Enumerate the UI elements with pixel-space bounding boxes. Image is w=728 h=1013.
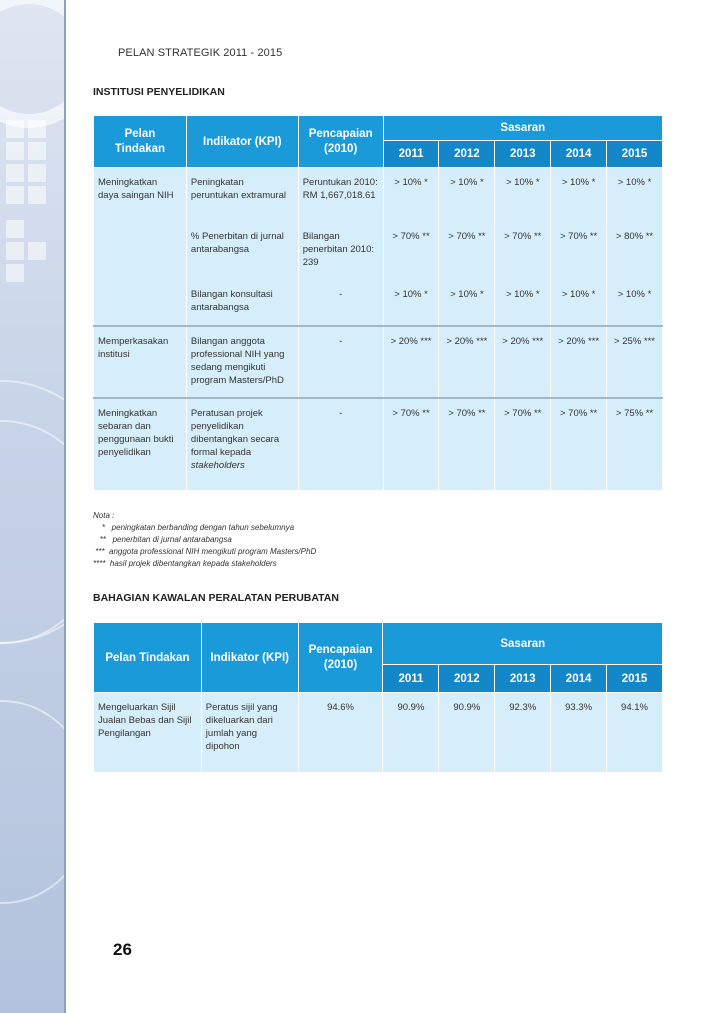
cell-pencapaian: - [298, 398, 383, 490]
note-line: *** anggota professional NIH mengikuti program Masters/PhD [93, 547, 317, 556]
cell-target: > 70% ** [551, 398, 607, 490]
cell-target: > 70% ** [383, 398, 439, 490]
col-head-year: 2011 [383, 665, 439, 693]
cell-target: > 20% *** [383, 326, 439, 398]
section-title-institusi: INSTITUSI PENYELIDIKAN [93, 86, 225, 98]
col-head-year: 2012 [439, 141, 495, 168]
cell-pencapaian: Peruntukan 2010: RM 1,667,018.61 [298, 168, 383, 222]
tile-decoration [6, 186, 24, 204]
cell-target: > 10% * [383, 280, 439, 326]
col-head-sasaran: Sasaran [383, 116, 662, 141]
col-head-year: 2014 [551, 141, 607, 168]
col-head-year: 2013 [495, 665, 551, 693]
tile-decoration [6, 242, 24, 260]
col-head-year: 2015 [607, 141, 663, 168]
cell-target: > 10% * [607, 168, 663, 222]
tile-decoration [28, 164, 46, 182]
cell-pelan: Meningkatkan daya saingan NIH [94, 168, 187, 222]
col-head-year: 2011 [383, 141, 439, 168]
cell-target: 94.1% [607, 693, 663, 772]
cell-target: 93.3% [551, 693, 607, 772]
page-number: 26 [113, 940, 132, 959]
cell-target: > 10% * [551, 280, 607, 326]
cell-pelan: Meningkatkan sebaran dan penggunaan bukti penyelidikan [94, 398, 187, 490]
col-head-pelan: Pelan Tindakan [94, 116, 187, 168]
swirl-decoration [0, 420, 66, 644]
table-row [94, 326, 663, 398]
cell-target: > 75% ** [607, 398, 663, 490]
col-head-year: 2013 [495, 141, 551, 168]
cell-target: > 10% * [495, 280, 551, 326]
cell-indikator-italic: stakeholders [190, 459, 245, 471]
cell-target: > 70% ** [439, 222, 495, 280]
tile-decoration [28, 142, 46, 160]
tile-decoration [28, 120, 46, 138]
tile-decoration [28, 186, 46, 204]
col-head-year: 2015 [607, 665, 663, 693]
cell-indikator-text: Peratusan projek penyelidikan dibentangkan secara formal kepada [190, 407, 280, 458]
table-row [94, 222, 663, 280]
decorative-sidebar [0, 0, 66, 1013]
cell-target: > 70% ** [383, 222, 439, 280]
cell-target: > 10% * [439, 280, 495, 326]
cell-target: > 70% ** [495, 222, 551, 280]
cell-target: > 10% * [439, 168, 495, 222]
cell-indikator: Bilangan anggota professional NIH yang sedang mengikuti program Masters/PhD [186, 326, 298, 398]
cell-target: > 10% * [495, 168, 551, 222]
cell-indikator: % Penerbitan di jurnal antarabangsa [186, 222, 298, 280]
cell-pencapaian: - [298, 326, 383, 398]
cell-target: > 20% *** [495, 326, 551, 398]
table-row [94, 168, 663, 222]
institusi-table [93, 115, 663, 490]
col-head-pencapaian: Pencapaian (2010) [298, 116, 383, 168]
cell-target: 90.9% [439, 693, 495, 772]
table-row [94, 280, 663, 326]
table-row [94, 398, 663, 490]
cell-target: > 70% ** [495, 398, 551, 490]
col-head-pencapaian: Pencapaian (2010) [298, 623, 383, 693]
cell-pelan: Mengeluarkan Sijil Jualan Bebas dan Sijil Pengilangan [94, 693, 202, 772]
col-head-year: 2014 [551, 665, 607, 693]
cell-target: > 25% *** [607, 326, 663, 398]
cell-target: > 20% *** [439, 326, 495, 398]
peralatan-table [93, 622, 663, 772]
running-header: PELAN STRATEGIK 2011 - 2015 [118, 47, 283, 59]
cell-pencapaian: 94.6% [298, 693, 383, 772]
note-line: ** penerbitan di jurnal antarabangsa [93, 535, 232, 544]
cell-indikator: Bilangan konsultasi antarabangsa [186, 280, 298, 326]
cell-target: > 10% * [607, 280, 663, 326]
cell-pelan [94, 280, 187, 326]
cell-target: 90.9% [383, 693, 439, 772]
table-row [94, 693, 663, 772]
cell-pelan: Memperkasakan institusi [94, 326, 187, 398]
swirl-decoration [0, 700, 66, 904]
note-line: **** hasil projek dibentangkan kepada stakeholders [93, 559, 277, 568]
cell-indikator [186, 398, 298, 490]
cell-pencapaian: Bilangan penerbitan 2010: 239 [298, 222, 383, 280]
cell-target: > 70% ** [551, 222, 607, 280]
col-head-year: 2012 [439, 665, 495, 693]
cell-target: > 10% * [551, 168, 607, 222]
col-head-pelan: Pelan Tindakan [94, 623, 202, 693]
note-line: * peningkatan berbanding dengan tahun sebelumnya [93, 523, 295, 532]
col-head-sasaran: Sasaran [383, 623, 663, 665]
col-head-indikator: Indikator (KPI) [201, 623, 298, 693]
cell-target: > 10% * [383, 168, 439, 222]
sidebar-divider [64, 0, 66, 1013]
cell-pelan [94, 222, 187, 280]
ring-decoration [0, 0, 66, 128]
cell-target: > 80% ** [607, 222, 663, 280]
tile-decoration [6, 142, 24, 160]
section-title-peralatan: BAHAGIAN KAWALAN PERALATAN PERUBATAN [93, 592, 339, 604]
cell-indikator: Peningkatan peruntukan extramural [186, 168, 298, 222]
tile-decoration [28, 242, 46, 260]
cell-target: 92.3% [495, 693, 551, 772]
tile-decoration [6, 164, 24, 182]
cell-target: > 70% ** [439, 398, 495, 490]
tile-decoration [6, 264, 24, 282]
col-head-indikator: Indikator (KPI) [186, 116, 298, 168]
notes [93, 510, 316, 570]
cell-target: > 20% *** [551, 326, 607, 398]
cell-pencapaian: - [298, 280, 383, 326]
tile-decoration [6, 220, 24, 238]
cell-indikator: Peratus sijil yang dikeluarkan dari jumlah yang dipohon [201, 693, 298, 772]
tile-decoration [6, 120, 24, 138]
notes-title: Nota : [93, 511, 115, 520]
